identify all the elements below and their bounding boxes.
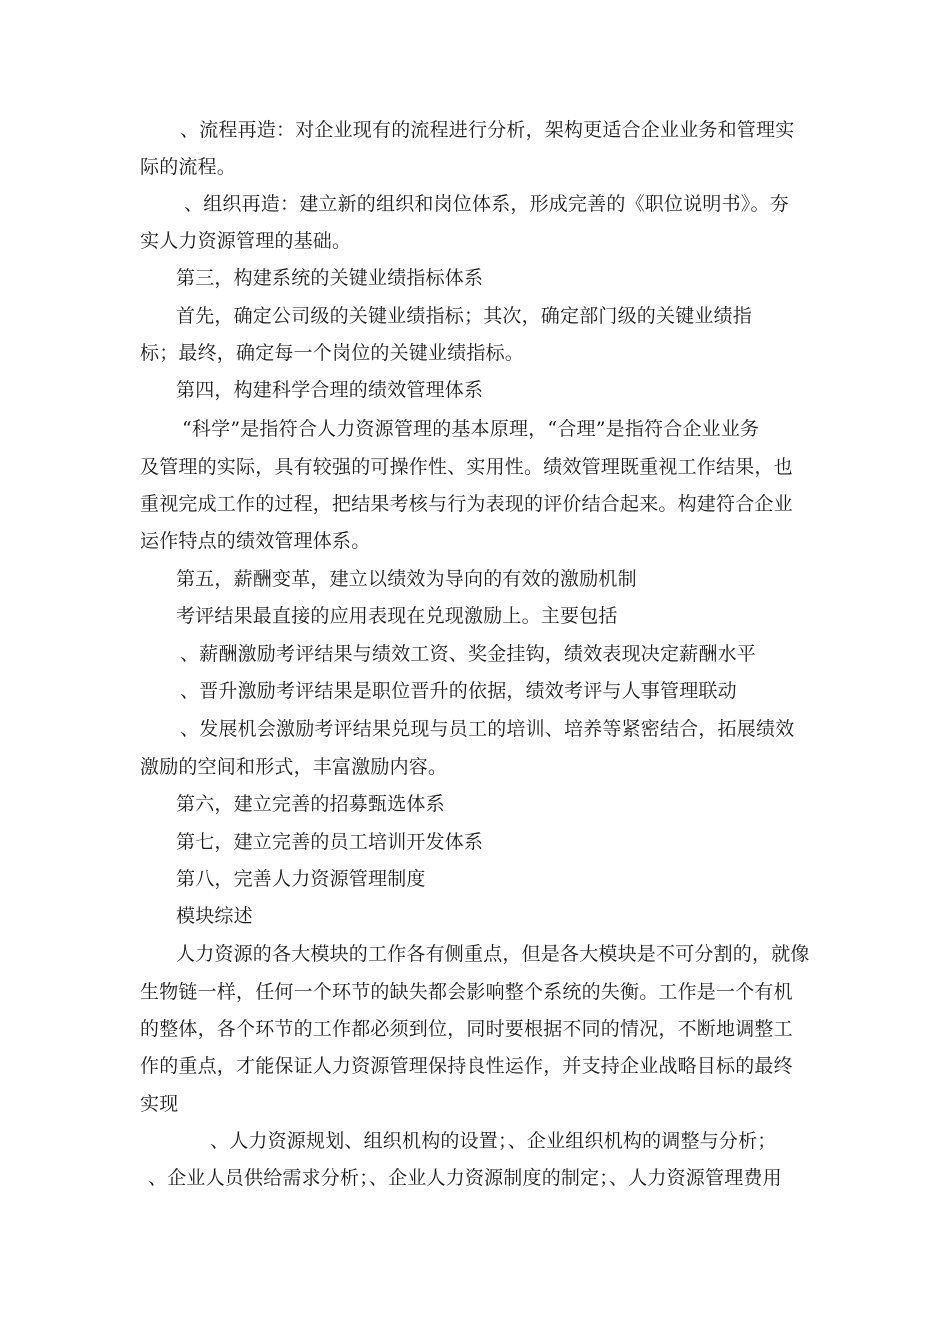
- text-line: 作的重点，才能保证人力资源管理保持良性运作，并支持企业战略目标的最终: [140, 1055, 793, 1077]
- text-line: 生物链一样，任何一个环节的缺失都会影响整个系统的失衡。工作是一个有机: [140, 981, 793, 1003]
- text-line: 考评结果最直接的应用表现在兑现激励上。主要包括: [176, 605, 618, 627]
- text-line: 实现: [140, 1093, 179, 1115]
- text-line: 的整体，各个环节的工作都必须到位，同时要根据不同的情况，不断地调整工: [140, 1018, 793, 1040]
- list-item: 、薪酬激励考评结果与绩效工资、奖金挂钩，绩效表现决定薪酬水平: [180, 643, 757, 665]
- text-line: 首先，确定公司级的关键业绩指标；其次，确定部门级的关键业绩指: [176, 305, 753, 327]
- text-line: 际的流程。: [140, 156, 237, 178]
- section-heading: 第三，构建系统的关键业绩指标体系: [176, 267, 484, 289]
- section-heading: 第七，建立完善的员工培训开发体系: [176, 831, 484, 853]
- list-item: 、晋升激励考评结果是职位晋升的依据，绩效考评与人事管理联动: [180, 680, 737, 702]
- section-heading: 第八，完善人力资源管理制度: [176, 868, 426, 890]
- text-line: 及管理的实际，具有较强的可操作性、实用性。绩效管理既重视工作结果，也: [140, 456, 793, 478]
- list-item: 、人力资源规划、组织机构的设置；、企业组织机构的调整与分析；: [210, 1130, 777, 1152]
- text-line: “科学”是指符合人力资源管理的基本原理，“合理”是指符合企业业务: [182, 418, 760, 440]
- text-line: 激励的空间和形式，丰富激励内容。: [140, 756, 448, 778]
- text-line: 、流程再造：对企业现有的流程进行分析，架构更适合企业业务和管理实: [180, 119, 795, 141]
- text-line: 标；最终，确定每一个岗位的关键业绩指标。: [140, 342, 525, 364]
- section-heading: 第六，建立完善的招募甄选体系: [176, 793, 445, 815]
- text-line: 运作特点的绩效管理体系。: [140, 530, 371, 552]
- list-item: 、发展机会激励考评结果兑现与员工的培训、培养等紧密结合，拓展绩效: [180, 718, 795, 740]
- section-heading: 模块综述: [176, 905, 253, 927]
- text-line: 人力资源的各大模块的工作各有侧重点，但是各大模块是不可分割的，就像: [176, 943, 810, 965]
- text-line: 、组织再造：建立新的组织和岗位体系，形成完善的《职位说明书》。夯: [184, 193, 789, 215]
- text-line: 重视完成工作的过程，把结果考核与行为表现的评价结合起来。构建符合企业: [140, 493, 793, 515]
- list-item: 、企业人员供给需求分析；、企业人力资源制度的制定；、人力资源管理费用: [148, 1167, 782, 1189]
- text-line: 实人力资源管理的基础。: [140, 230, 352, 252]
- section-heading: 第四，构建科学合理的绩效管理体系: [176, 379, 484, 401]
- section-heading: 第五，薪酬变革，建立以绩效为导向的有效的激励机制: [176, 568, 637, 590]
